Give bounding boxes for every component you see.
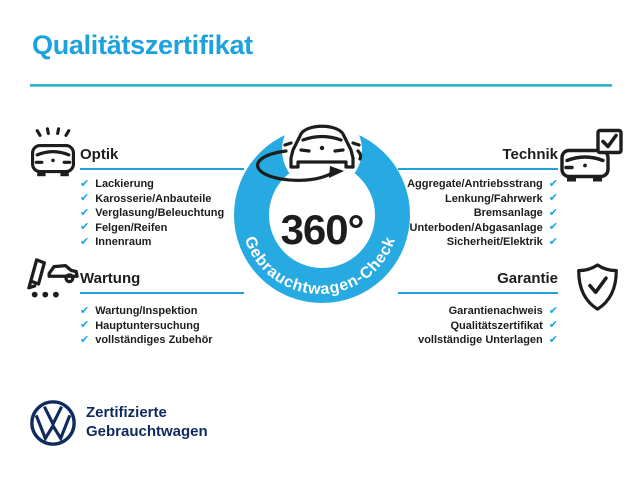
list-item-label: Bremsanlage bbox=[473, 207, 543, 220]
service-checklist-icon bbox=[26, 257, 80, 311]
list-item bbox=[80, 192, 224, 207]
check-icon bbox=[80, 237, 89, 248]
wartung-list bbox=[80, 304, 213, 348]
section-title-wartung: Wartung bbox=[80, 270, 141, 287]
list-item-label: Unterboden/Abgasanlage bbox=[409, 221, 543, 234]
section-title-technik: Technik bbox=[502, 146, 558, 163]
optik-list bbox=[80, 177, 224, 250]
check-icon bbox=[80, 193, 89, 204]
list-item bbox=[80, 177, 224, 192]
check-icon bbox=[549, 208, 558, 219]
ring-curved-label: Gebrauchtwagen-Check bbox=[240, 234, 400, 299]
section-title-garantie: Garantie bbox=[497, 270, 558, 287]
check-icon bbox=[80, 320, 89, 331]
list-item-label: Karosserie/Anbauteile bbox=[95, 192, 212, 205]
list-item-label: Aggregate/Antriebsstrang bbox=[407, 178, 543, 191]
list-item bbox=[80, 333, 213, 348]
shield-check-icon bbox=[574, 261, 621, 316]
list-item bbox=[80, 206, 224, 221]
list-item-label: Lackierung bbox=[95, 178, 154, 191]
list-item-label: Wartung/Inspektion bbox=[95, 305, 198, 318]
check-icon bbox=[80, 179, 89, 190]
list-item bbox=[80, 235, 224, 250]
check-icon bbox=[549, 222, 558, 233]
check-icon bbox=[80, 222, 89, 233]
check-icon bbox=[549, 335, 558, 346]
footer-line1: Zertifizierte bbox=[86, 404, 167, 421]
list-item bbox=[80, 304, 213, 319]
list-item-label: vollständiges Zubehör bbox=[95, 334, 213, 347]
footer-line2: Gebrauchtwagen bbox=[86, 423, 208, 440]
list-item-label: vollständige Unterlagen bbox=[418, 334, 543, 347]
check-icon bbox=[549, 320, 558, 331]
list-item-label: Innenraum bbox=[95, 236, 152, 249]
list-item-label: Felgen/Reifen bbox=[95, 221, 168, 234]
list-item bbox=[80, 319, 213, 334]
360-check-badge bbox=[218, 103, 426, 328]
degree-label: 360° bbox=[280, 206, 364, 253]
list-item-label: Qualitätszertifikat bbox=[450, 319, 543, 332]
list-item-label: Hauptuntersuchung bbox=[95, 319, 200, 332]
check-icon bbox=[549, 193, 558, 204]
vw-logo bbox=[29, 399, 77, 447]
section-title-optik: Optik bbox=[80, 146, 119, 163]
list-item-label: Lenkung/Fahrwerk bbox=[444, 192, 543, 205]
check-icon bbox=[80, 306, 89, 317]
page-title: Qualitätszertifikat bbox=[32, 30, 253, 60]
check-icon bbox=[80, 335, 89, 346]
car-shine-icon bbox=[27, 127, 79, 179]
list-item-label: Verglasung/Beleuchtung bbox=[95, 207, 225, 220]
list-item bbox=[338, 333, 558, 348]
footer-brand-label bbox=[86, 403, 208, 441]
car-checkbox-icon bbox=[560, 128, 624, 185]
check-icon bbox=[549, 179, 558, 190]
check-icon bbox=[549, 306, 558, 317]
list-item bbox=[80, 221, 224, 236]
list-item-label: Sicherheit/Elektrik bbox=[446, 236, 543, 249]
list-item-label: Garantienachweis bbox=[448, 305, 543, 318]
check-icon bbox=[549, 237, 558, 248]
title-divider bbox=[30, 84, 612, 87]
check-icon bbox=[80, 208, 89, 219]
